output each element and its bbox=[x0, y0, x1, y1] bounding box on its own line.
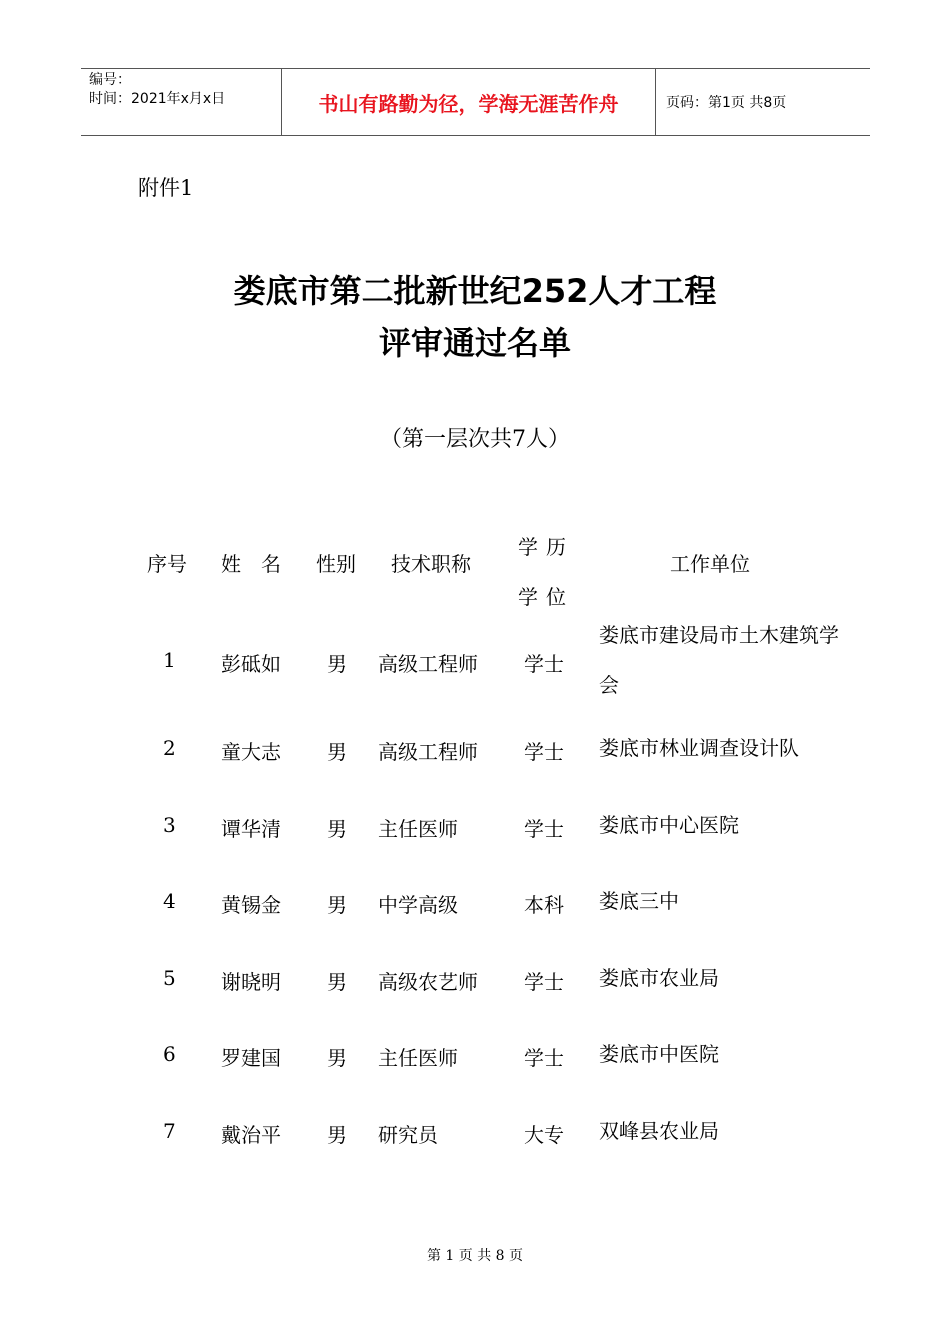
header-title: 技术职称 bbox=[391, 552, 471, 576]
header-name: 姓 名 bbox=[221, 552, 281, 576]
cell-edu: 大专 bbox=[524, 1123, 564, 1147]
cell-name: 罗建国 bbox=[221, 1046, 281, 1070]
cell-name: 彭砥如 bbox=[221, 652, 281, 676]
document-title-line2: 评审通过名单 bbox=[378, 324, 571, 362]
cell-name: 黄锡金 bbox=[221, 893, 281, 917]
cell-name: 谭华清 bbox=[221, 817, 281, 841]
cell-edu: 学士 bbox=[524, 652, 564, 676]
cell-no: 1 bbox=[163, 648, 176, 672]
cell-title: 主任医师 bbox=[378, 817, 458, 841]
cell-unit: 娄底市农业局 bbox=[599, 966, 719, 990]
cell-sex: 男 bbox=[327, 652, 347, 676]
header-edu-line2: 学位 bbox=[518, 585, 574, 609]
cell-unit: 娄底市中医院 bbox=[599, 1042, 719, 1066]
cell-unit: 娄底市建设局市土木建筑学会 bbox=[599, 623, 839, 697]
cell-title: 研究员 bbox=[378, 1123, 438, 1147]
header-unit: 工作单位 bbox=[670, 552, 750, 576]
cell-sex: 男 bbox=[327, 1046, 347, 1070]
cell-no: 4 bbox=[163, 889, 176, 913]
cell-sex: 男 bbox=[327, 893, 347, 917]
cell-name: 童大志 bbox=[221, 740, 281, 764]
cell-no: 5 bbox=[163, 966, 176, 990]
page-footer: 第 1 页 共 8 页 bbox=[426, 1248, 524, 1264]
cell-sex: 男 bbox=[327, 970, 347, 994]
document-title-line1: 娄底市第二批新世纪252人才工程 bbox=[233, 272, 717, 310]
cell-name: 戴治平 bbox=[221, 1123, 281, 1147]
header-no: 序号 bbox=[147, 552, 187, 576]
cell-no: 3 bbox=[163, 813, 176, 837]
cell-sex: 男 bbox=[327, 1123, 347, 1147]
time-label: 时间：2021年x月x日 bbox=[89, 91, 226, 107]
cell-sex: 男 bbox=[327, 740, 347, 764]
cell-no: 2 bbox=[163, 736, 176, 760]
cell-unit: 双峰县农业局 bbox=[599, 1119, 719, 1143]
document-subtitle: （第一层次共7人） bbox=[380, 427, 570, 452]
cell-edu: 学士 bbox=[524, 1046, 564, 1070]
cell-edu: 学士 bbox=[524, 970, 564, 994]
header-edu bbox=[518, 522, 578, 622]
header-meta bbox=[81, 69, 281, 135]
header-sex: 性别 bbox=[316, 552, 356, 576]
cell-sex: 男 bbox=[327, 817, 347, 841]
header-page-label: 页码：第1页 共8页 bbox=[666, 95, 787, 111]
cell-title: 高级工程师 bbox=[378, 652, 478, 676]
cell-edu: 本科 bbox=[524, 893, 564, 917]
page-header bbox=[81, 68, 870, 136]
cell-unit: 娄底市林业调查设计队 bbox=[599, 736, 799, 760]
attachment-label: 附件1 bbox=[138, 176, 194, 200]
cell-title: 主任医师 bbox=[378, 1046, 458, 1070]
cell-title: 高级工程师 bbox=[378, 740, 478, 764]
cell-unit: 娄底市中心医院 bbox=[599, 813, 739, 837]
cell-title: 高级农艺师 bbox=[378, 970, 478, 994]
cell-name: 谢晓明 bbox=[221, 970, 281, 994]
cell-unit: 娄底三中 bbox=[599, 889, 679, 913]
cell-edu: 学士 bbox=[524, 817, 564, 841]
cell-no: 6 bbox=[163, 1042, 176, 1066]
header-motto: 书山有路勤为径，学海无涯苦作舟 bbox=[281, 69, 656, 135]
code-label: 编号： bbox=[89, 72, 131, 88]
header-edu-line1: 学历 bbox=[518, 535, 574, 559]
cell-edu: 学士 bbox=[524, 740, 564, 764]
cell-no: 7 bbox=[163, 1119, 176, 1143]
cell-title: 中学高级 bbox=[378, 893, 458, 917]
